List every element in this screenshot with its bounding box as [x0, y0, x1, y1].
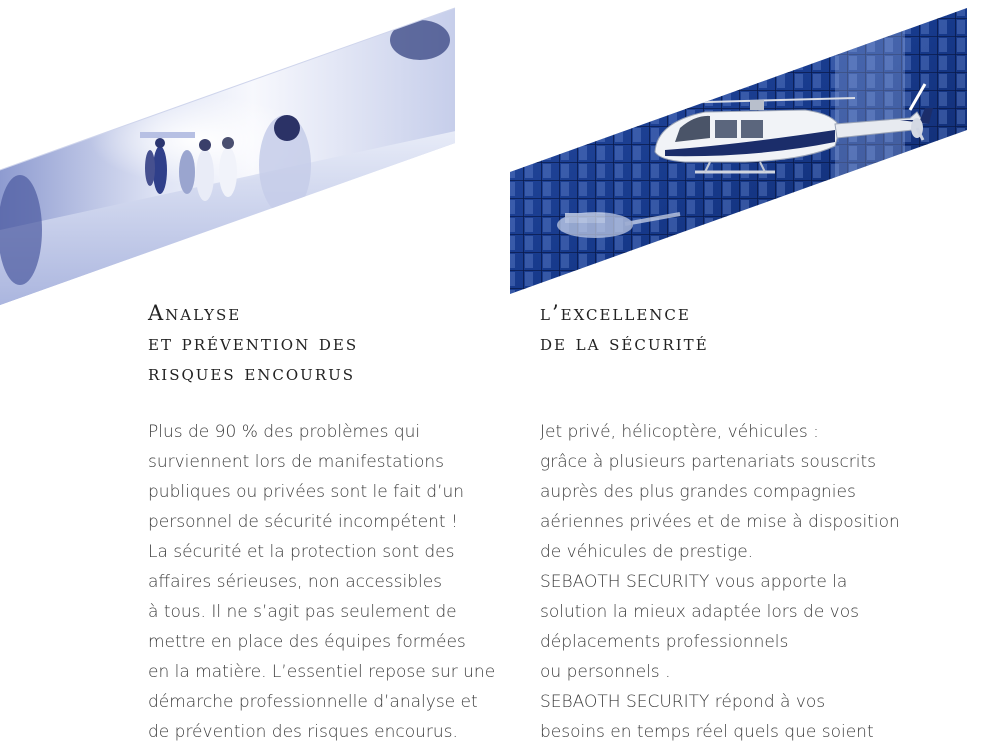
left-body-line: de prévention des risques encourus.	[148, 722, 458, 742]
left-heading-line-2: et prévention des	[148, 331, 359, 355]
right-body-line: auprès des plus grandes compagnies	[540, 482, 856, 502]
right-body-line: SEBAOTH SECURITY vous apporte la	[540, 572, 848, 592]
right-heading-line-1: l’excellence	[540, 301, 691, 325]
right-body-line: ou personnels .	[540, 662, 671, 682]
right-body-line: de véhicules de prestige.	[540, 542, 754, 562]
left-body-line: personnel de sécurité incompétent !	[148, 512, 458, 532]
right-body-line: aériennes privées et de mise à disposition	[540, 512, 900, 532]
right-body-text	[540, 417, 900, 747]
right-heading-line-2: de la sécurité	[540, 331, 709, 355]
helicopter-photo-graphic	[505, 0, 970, 300]
left-body-line: en la matière. L’essentiel repose sur une	[148, 662, 496, 682]
right-heading	[540, 298, 709, 358]
left-body-line: La sécurité et la protection sont des	[148, 542, 455, 562]
right-body-line: grâce à plusieurs partenariats souscrits	[540, 452, 877, 472]
left-heading-line-3: risques encourus	[148, 361, 356, 385]
left-body-line: Plus de 90 % des problèmes qui	[148, 422, 421, 442]
left-body-line: affaires sérieuses, non accessibles	[148, 572, 443, 592]
left-body-line: surviennent lors de manifestations	[148, 452, 445, 472]
left-body-text	[148, 417, 495, 747]
right-body-line: Jet privé, hélicoptère, véhicules :	[540, 422, 819, 442]
left-body-line: publiques ou privées sont le fait d’un	[148, 482, 465, 502]
left-heading	[148, 298, 358, 388]
left-heading-line-1: Analyse	[148, 301, 242, 325]
left-body-line: à tous. Il ne s’agit pas seulement de	[148, 602, 457, 622]
right-body-line: SEBAOTH SECURITY répond à vos	[540, 692, 826, 712]
left-body-line: mettre en place des équipes formées	[148, 632, 466, 652]
hallway-banner-image	[0, 0, 460, 310]
left-body-line: démarche professionnelle d’analyse et	[148, 692, 478, 712]
helicopter-banner-image	[505, 0, 970, 300]
right-body-line: déplacements professionnels	[540, 632, 789, 652]
right-body-line: solution la mieux adaptée lors de vos	[540, 602, 859, 622]
right-body-line: besoins en temps réel quels que soient	[540, 722, 874, 742]
hallway-photo-graphic	[0, 0, 460, 310]
